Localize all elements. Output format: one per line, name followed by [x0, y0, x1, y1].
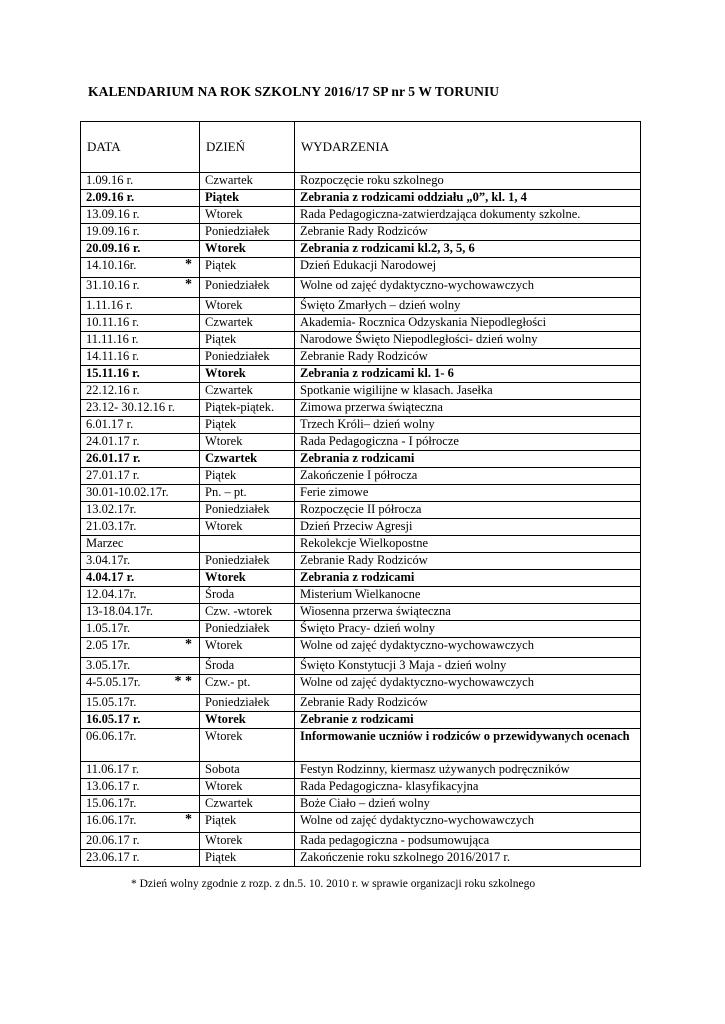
cell-day: Poniedziałek — [200, 224, 295, 241]
cell-event: Rada pedagogiczna - podsumowująca — [295, 833, 641, 850]
cell-date — [81, 621, 200, 638]
cell-date — [81, 485, 200, 502]
cell-day: Wtorek — [200, 366, 295, 383]
date-text: 15.11.16 r. — [86, 366, 140, 380]
date-text: 12.04.17r. — [86, 587, 137, 601]
table-row — [81, 278, 641, 298]
table-row — [81, 207, 641, 224]
cell-event: Zebrania z rodzicami — [295, 570, 641, 587]
table-row — [81, 434, 641, 451]
cell-day: Piątek — [200, 258, 295, 278]
date-text: 23.12- 30.12.16 r. — [86, 400, 175, 414]
cell-event: Trzech Króli– dzień wolny — [295, 417, 641, 434]
cell-event: Zebranie z rodzicami — [295, 712, 641, 729]
cell-event: Festyn Rodzinny, kiermasz używanych podręczników — [295, 762, 641, 779]
cell-date — [81, 502, 200, 519]
date-text: 1.09.16 r. — [86, 173, 134, 187]
cell-date — [81, 298, 200, 315]
date-text: 20.09.16 r. — [86, 241, 141, 255]
cell-date — [81, 553, 200, 570]
cell-event: Zebrania z rodzicami kl.2, 3, 5, 6 — [295, 241, 641, 258]
cell-event: Zebrania z rodzicami — [295, 451, 641, 468]
table-row — [81, 658, 641, 675]
date-text: 06.06.17r. — [86, 729, 137, 743]
table-row — [81, 621, 641, 638]
table-row — [81, 400, 641, 417]
cell-event: Rada Pedagogiczna-zatwierdzająca dokumenty szkolne. — [295, 207, 641, 224]
date-text: 3.04.17r. — [86, 553, 131, 567]
table-row — [81, 190, 641, 207]
cell-day: Piątek — [200, 468, 295, 485]
table-row — [81, 762, 641, 779]
cell-day: Czwartek — [200, 383, 295, 400]
header-date: DATA — [81, 122, 200, 173]
cell-date — [81, 258, 200, 278]
cell-date — [81, 383, 200, 400]
cell-day: Piątek — [200, 417, 295, 434]
date-text: 13.06.17 r. — [86, 779, 140, 793]
date-text: 16.05.17 r. — [86, 712, 141, 726]
free-day-marker: * * — [174, 674, 192, 689]
cell-day: Sobota — [200, 762, 295, 779]
cell-date — [81, 729, 200, 762]
cell-day: Poniedziałek — [200, 349, 295, 366]
table-header-row — [81, 122, 641, 173]
date-text: 15.05.17r. — [86, 695, 137, 709]
free-day-marker: * — [185, 277, 192, 292]
cell-date — [81, 468, 200, 485]
cell-day: Czw.- pt. — [200, 675, 295, 695]
cell-day: Pn. – pt. — [200, 485, 295, 502]
date-text: 23.06.17 r. — [86, 850, 140, 864]
cell-day: Wtorek — [200, 712, 295, 729]
cell-date — [81, 675, 200, 695]
table-row — [81, 587, 641, 604]
cell-event: Akademia- Rocznica Odzyskania Niepodległości — [295, 315, 641, 332]
cell-event: Zebranie Rady Rodziców — [295, 224, 641, 241]
cell-day: Wtorek — [200, 779, 295, 796]
cell-event: Dzień Przeciw Agresji — [295, 519, 641, 536]
cell-date — [81, 332, 200, 349]
cell-date — [81, 712, 200, 729]
cell-day: Poniedziałek — [200, 695, 295, 712]
cell-day: Wtorek — [200, 638, 295, 658]
table-row — [81, 604, 641, 621]
date-text: 2.09.16 r. — [86, 190, 135, 204]
cell-date — [81, 224, 200, 241]
date-text: 24.01.17 r. — [86, 434, 140, 448]
cell-day: Wtorek — [200, 570, 295, 587]
date-text: 6.01.17 r. — [86, 417, 134, 431]
table-row — [81, 695, 641, 712]
cell-date — [81, 658, 200, 675]
date-text: 3.05.17r. — [86, 658, 131, 672]
cell-date — [81, 604, 200, 621]
cell-day: Czwartek — [200, 796, 295, 813]
cell-date — [81, 207, 200, 224]
date-text: 19.09.16 r. — [86, 224, 140, 238]
free-day-marker: * — [185, 637, 192, 652]
table-row — [81, 315, 641, 332]
cell-date — [81, 400, 200, 417]
date-text: 21.03.17r. — [86, 519, 137, 533]
date-text: 4.04.17 r. — [86, 570, 135, 584]
cell-day: Czwartek — [200, 451, 295, 468]
cell-date — [81, 850, 200, 867]
cell-date — [81, 366, 200, 383]
table-row — [81, 553, 641, 570]
cell-event: Rada Pedagogiczna - I półrocze — [295, 434, 641, 451]
date-text: 26.01.17 r. — [86, 451, 141, 465]
table-row — [81, 224, 641, 241]
date-text: 15.06.17r. — [86, 796, 137, 810]
table-row — [81, 485, 641, 502]
document-title: KALENDARIUM NA ROK SZKOLNY 2016/17 SP nr 5 W TORUNIU — [88, 84, 500, 99]
table-row — [81, 675, 641, 695]
cell-day: Wtorek — [200, 833, 295, 850]
cell-event: Narodowe Święto Niepodległości- dzień wolny — [295, 332, 641, 349]
table-row — [81, 833, 641, 850]
cell-event: Rada Pedagogiczna- klasyfikacyjna — [295, 779, 641, 796]
cell-event: Zebrania z rodzicami oddziału „0”, kl. 1, 4 — [295, 190, 641, 207]
cell-date — [81, 695, 200, 712]
date-text: 1.05.17r. — [86, 621, 131, 635]
table-row — [81, 383, 641, 400]
cell-event: Wolne od zajęć dydaktyczno-wychowawczych — [295, 278, 641, 298]
table-row — [81, 712, 641, 729]
date-text: 13.09.16 r. — [86, 207, 140, 221]
cell-day: Wtorek — [200, 729, 295, 762]
cell-day: Piątek — [200, 190, 295, 207]
cell-date — [81, 173, 200, 190]
cell-date — [81, 813, 200, 833]
date-text: 13.02.17r. — [86, 502, 137, 516]
calendar-table — [80, 121, 641, 867]
cell-event: Zakończenie I półrocza — [295, 468, 641, 485]
cell-day: Poniedziałek — [200, 502, 295, 519]
table-row — [81, 349, 641, 366]
date-text: 22.12.16 r. — [86, 383, 140, 397]
cell-day: Piątek — [200, 332, 295, 349]
cell-day: Czw. -wtorek — [200, 604, 295, 621]
cell-date — [81, 796, 200, 813]
cell-event: Informowanie uczniów i rodziców o przewidywanych ocenach — [295, 729, 641, 762]
date-text: 16.06.17r. — [86, 813, 137, 827]
date-text: 1.11.16 r. — [86, 298, 133, 312]
table-row — [81, 729, 641, 762]
cell-day — [200, 536, 295, 553]
cell-date — [81, 762, 200, 779]
cell-day: Poniedziałek — [200, 621, 295, 638]
table-row — [81, 536, 641, 553]
cell-event: Dzień Edukacji Narodowej — [295, 258, 641, 278]
date-text: Marzec — [86, 536, 124, 550]
date-text: 31.10.16 r. — [86, 278, 140, 292]
cell-day: Środa — [200, 587, 295, 604]
cell-date — [81, 349, 200, 366]
free-day-marker: * — [185, 257, 192, 272]
cell-event: Wiosenna przerwa świąteczna — [295, 604, 641, 621]
cell-day: Środa — [200, 658, 295, 675]
date-text: 27.01.17 r. — [86, 468, 140, 482]
table-row — [81, 173, 641, 190]
cell-date — [81, 241, 200, 258]
cell-event: Święto Pracy- dzień wolny — [295, 621, 641, 638]
cell-date — [81, 519, 200, 536]
cell-event: Rozpoczęcie II półrocza — [295, 502, 641, 519]
cell-date — [81, 536, 200, 553]
cell-day: Piątek — [200, 850, 295, 867]
table-row — [81, 258, 641, 278]
cell-date — [81, 833, 200, 850]
table-row — [81, 519, 641, 536]
cell-day: Wtorek — [200, 241, 295, 258]
cell-event: Zimowa przerwa świąteczna — [295, 400, 641, 417]
header-events: WYDARZENIA — [295, 122, 641, 173]
cell-day: Wtorek — [200, 207, 295, 224]
table-row — [81, 796, 641, 813]
table-row — [81, 298, 641, 315]
table-row — [81, 502, 641, 519]
cell-day: Wtorek — [200, 519, 295, 536]
cell-event: Misterium Wielkanocne — [295, 587, 641, 604]
table-row — [81, 366, 641, 383]
table-row — [81, 241, 641, 258]
cell-event: Wolne od zajęć dydaktyczno-wychowawczych — [295, 638, 641, 658]
cell-event: Boże Ciało – dzień wolny — [295, 796, 641, 813]
date-text: 14.11.16 r. — [86, 349, 140, 363]
cell-day: Czwartek — [200, 173, 295, 190]
date-text: 13-18.04.17r. — [86, 604, 154, 618]
date-text: 30.01-10.02.17r. — [86, 485, 169, 499]
table-row — [81, 850, 641, 867]
table-row — [81, 417, 641, 434]
cell-event: Zebranie Rady Rodziców — [295, 553, 641, 570]
cell-event: Rozpoczęcie roku szkolnego — [295, 173, 641, 190]
table-row — [81, 779, 641, 796]
cell-date — [81, 434, 200, 451]
cell-day: Czwartek — [200, 315, 295, 332]
table-row — [81, 468, 641, 485]
cell-event: Święto Konstytucji 3 Maja - dzień wolny — [295, 658, 641, 675]
table-row — [81, 451, 641, 468]
table-row — [81, 332, 641, 349]
cell-event: Zakończenie roku szkolnego 2016/2017 r. — [295, 850, 641, 867]
cell-day: Poniedziałek — [200, 553, 295, 570]
cell-day: Piątek — [200, 813, 295, 833]
cell-event: Wolne od zajęć dydaktyczno-wychowawczych — [295, 813, 641, 833]
date-text: 11.11.16 r. — [86, 332, 139, 346]
cell-date — [81, 451, 200, 468]
cell-event: Spotkanie wigilijne w klasach. Jasełka — [295, 383, 641, 400]
cell-date — [81, 315, 200, 332]
date-text: 4-5.05.17r. — [86, 675, 141, 689]
cell-event: Zebrania z rodzicami kl. 1- 6 — [295, 366, 641, 383]
date-text: 20.06.17 r. — [86, 833, 140, 847]
cell-day: Piątek-piątek. — [200, 400, 295, 417]
cell-date — [81, 417, 200, 434]
cell-date — [81, 638, 200, 658]
cell-date — [81, 278, 200, 298]
header-day: DZIEŃ — [200, 122, 295, 173]
cell-event: Wolne od zajęć dydaktyczno-wychowawczych — [295, 675, 641, 695]
cell-date — [81, 779, 200, 796]
cell-date — [81, 190, 200, 207]
cell-event: Ferie zimowe — [295, 485, 641, 502]
cell-event: Zebranie Rady Rodziców — [295, 349, 641, 366]
cell-date — [81, 570, 200, 587]
cell-date — [81, 587, 200, 604]
cell-event: Święto Zmarłych – dzień wolny — [295, 298, 641, 315]
table-row — [81, 638, 641, 658]
cell-event: Zebranie Rady Rodziców — [295, 695, 641, 712]
cell-day: Wtorek — [200, 298, 295, 315]
date-text: 2.05 17r. — [86, 638, 131, 652]
date-text: 14.10.16r. — [86, 258, 137, 272]
cell-day: Wtorek — [200, 434, 295, 451]
date-text: 11.06.17 r. — [86, 762, 140, 776]
table-row — [81, 813, 641, 833]
date-text: 10.11.16 r. — [86, 315, 140, 329]
table-row — [81, 570, 641, 587]
cell-day: Poniedziałek — [200, 278, 295, 298]
footnote: * Dzień wolny zgodnie z rozp. z dn.5. 10. 2010 r. w sprawie organizacji roku szkolnego — [131, 878, 536, 890]
cell-event: Rekolekcje Wielkopostne — [295, 536, 641, 553]
free-day-marker: * — [185, 812, 192, 827]
